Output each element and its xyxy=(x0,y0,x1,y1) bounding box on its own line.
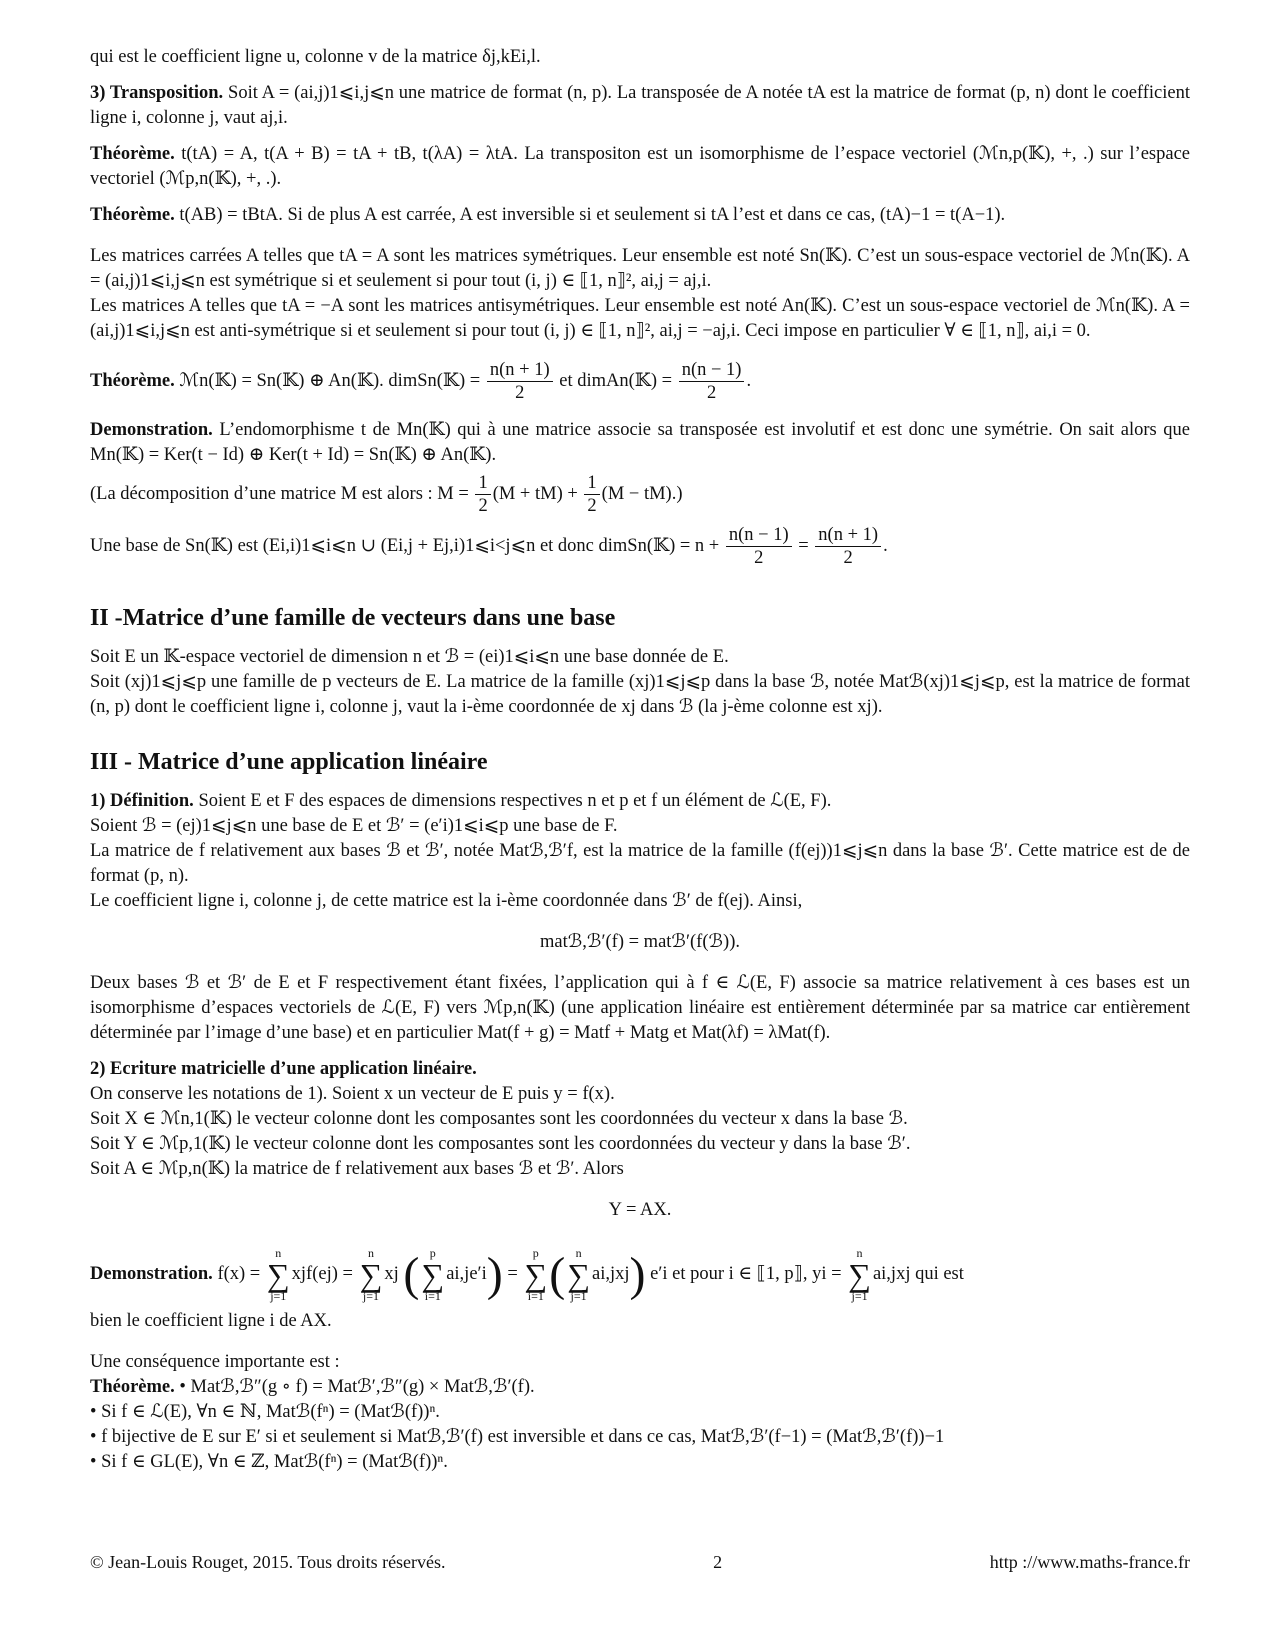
transposition-text: Soit A = (ai,j)1⩽i,j⩽n une matrice de format (n, p). La transposée de A notée tA est la matrice de format (p, n) dont le coefficient ligne i, colonne j, vaut aj,i. xyxy=(90,83,1190,128)
matrix-writing-heading: 2) Ecriture matricielle d’une application linéaire. xyxy=(90,1059,477,1079)
fraction-numerator: n(n + 1) xyxy=(815,524,881,547)
symmetric-paragraph: Les matrices carrées A telles que tA = A sont les matrices symétriques. Leur ensemble est noté Sn(𝕂). C’est un sous-espace vectoriel de ℳn(𝕂). A = (ai,j)1⩽i,j⩽n est symétrique si et seulement si pour tout (i, j) ∈ ⟦1, n⟧², ai,j = aj,i. xyxy=(90,246,1190,291)
decomposition-line xyxy=(90,468,1190,520)
demonstration-1-text: L’endomorphisme t de Mn(𝕂) qui à une matrice associe sa transposée est involutif et est donc une symétrie. On sait alors que Mn(𝕂) = Ker(t − Id) ⊕ Ker(t + Id) = Sn(𝕂) ⊕ An(𝕂). xyxy=(90,420,1190,465)
decomposition-text: (La décomposition d’une matrice M est alors : M = xyxy=(90,484,469,504)
antisymmetric-paragraph: Les matrices A telles que tA = −A sont les matrices antisymétriques. Leur ensemble est noté An(𝕂). C’est un sous-espace vectoriel de ℳn(𝕂). A = (ai,j)1⩽i,j⩽n est anti-symétrique si et seulement si pour tout (i, j) ∈ ⟦1, n⟧², ai,j = −aj,i. Ceci impose en particulier ∀ ∈ ⟦1, n⟧, ai,i = 0. xyxy=(90,296,1190,341)
fraction-denominator: 2 xyxy=(587,496,597,517)
isomorphism-paragraph: Deux bases ℬ et ℬ′ de E et F respectivement étant fixées, l’application qui à f ∈ ℒ(E, F) associe sa matrice relativement à ces bases est un isomorphisme d’espaces vectoriels de ℒ(E, F) vers ℳp,n(𝕂) (une application linéaire est entièrement déterminée par sa matrice car entièrement déterminée par l’image d’une base) et en particulier Mat(f + g) = Matf + Matg et Mat(λf) = λMat(f). xyxy=(90,973,1190,1043)
family-paragraph-1: Soit E un 𝕂-espace vectoriel de dimension n et ℬ = (ei)1⩽i⩽n une base donnée de E. xyxy=(90,647,729,667)
demonstration-label: Demonstration. xyxy=(90,1264,213,1284)
punctuation: . xyxy=(746,371,752,391)
fraction-numerator: 1 xyxy=(584,472,599,495)
matrix-writing-line-1: On conserve les notations de 1). Soient x un vecteur de E puis y = f(x). xyxy=(90,1084,615,1104)
definition-paragraph xyxy=(90,789,1190,814)
fraction xyxy=(726,524,792,569)
matrix-writing-line-3: Soit Y ∈ ℳp,1(𝕂) le vecteur colonne dont les composantes sont les coordonnées du vecteur y dans la base ℬ′. xyxy=(90,1134,911,1154)
definition-line-3: La matrice de f relativement aux bases ℬ et ℬ′, notée Matℬ,ℬ′f, est la matrice de la famille (f(ej))1⩽j⩽n dans la base ℬ′. Cette matrice est de de format (p, n). xyxy=(90,841,1190,886)
definition-line-4: Le coefficient ligne i, colonne j, de cette matrice est la i-ème coordonnée dans ℬ′ de f(ej). Ainsi, xyxy=(90,891,803,911)
decomposition-text: (M − tM).) xyxy=(601,484,683,504)
matrix-writing-line-4: Soit A ∈ ℳp,n(𝕂) la matrice de f relativement aux bases ℬ et ℬ′. Alors xyxy=(90,1159,624,1179)
fraction-numerator: n(n + 1) xyxy=(487,359,553,382)
family-paragraph-2: Soit (xj)1⩽j⩽p une famille de p vecteurs de E. La matrice de la famille (xj)1⩽j⩽p dans la base ℬ, notée Matℬ(xj)1⩽j⩽p, est la matrice de format (n, p) dont le coefficient ligne i, colonne j, vaut la i-ème coordonnée de xj dans ℬ (la j-ème colonne est xj). xyxy=(90,672,1190,717)
fraction xyxy=(584,472,599,517)
demonstration-2-end: bien le coefficient ligne i de AX. xyxy=(90,1311,332,1331)
equation-mat: matℬ,ℬ′(f) = matℬ′(f(ℬ)). xyxy=(540,932,740,952)
base-line xyxy=(90,520,1190,572)
sum-symbol: n ∑ j=1 xyxy=(848,1245,871,1303)
definition-text: Soient E et F des espaces de dimensions respectives n et p et f un élément de ℒ(E, F). xyxy=(193,791,832,811)
theorem-label: Théorème. xyxy=(90,144,175,164)
demo-text: xj xyxy=(384,1264,399,1284)
left-paren: ( xyxy=(549,1247,566,1301)
fraction-denominator: 2 xyxy=(478,496,488,517)
fraction-denominator: 2 xyxy=(706,383,717,404)
page-footer xyxy=(90,1552,1190,1573)
theorem-2 xyxy=(90,203,1190,228)
definition-line-2: Soient ℬ = (ej)1⩽j⩽n une base de E et ℬ′ = (e′i)1⩽i⩽p une base de F. xyxy=(90,816,618,836)
theorem-3-text: et dimAn(𝕂) = xyxy=(559,371,673,391)
theorem-4-bullet-4: • Si f ∈ GL(E), ∀n ∈ ℤ, Matℬ(fⁿ) = (Matℬ(f))ⁿ. xyxy=(90,1452,448,1472)
demo-text: f(x) = xyxy=(217,1264,261,1284)
decomposition-text: (M + tM) + xyxy=(492,484,578,504)
copyright: © Jean-Louis Rouget, 2015. Tous droits réservés. xyxy=(90,1552,446,1572)
theorem-4-bullet-1: • Matℬ,ℬ″(g ∘ f) = Matℬ′,ℬ″(g) × Matℬ,ℬ′(f). xyxy=(174,1377,535,1397)
theorem-label: Théorème. xyxy=(90,371,175,391)
theorem-4-bullet-3: • f bijective de E sur E′ si et seulement si Matℬ,ℬ′(f) est inversible et dans ce cas, Matℬ,ℬ′(f−1) = (Matℬ,ℬ′(f))−1 xyxy=(90,1427,945,1447)
transposition-heading: 3) Transposition. xyxy=(90,83,224,103)
theorem-label: Théorème. xyxy=(90,1377,175,1397)
base-text: Une base de Sn(𝕂) est (Ei,i)1⩽i⩽n ∪ (Ei,j + Ej,i)1⩽i<j⩽n et donc dimSn(𝕂) = n + xyxy=(90,536,720,556)
section-heading-ii: II -Matrice d’une famille de vecteurs dans une base xyxy=(90,605,616,631)
equals-sign: = xyxy=(507,1264,518,1284)
theorem-1-text: t(tA) = A, t(A + B) = tA + tB, t(λA) = λtA. La transpositon est un isomorphisme de l’espace vectoriel (ℳn,p(𝕂), +, .) sur l’espace vectoriel (ℳp,n(𝕂), +, .). xyxy=(90,144,1190,189)
website-url[interactable]: http ://www.maths-france.fr xyxy=(989,1552,1190,1572)
demo-text: e′i et pour i ∈ ⟦1, p⟧, yi = xyxy=(650,1264,842,1284)
matrix-writing-line-2: Soit X ∈ ℳn,1(𝕂) le vecteur colonne dont les composantes sont les coordonnées du vecteur x dans la base ℬ. xyxy=(90,1109,908,1129)
fraction-denominator: 2 xyxy=(843,548,853,569)
demo-text: ai,je′i xyxy=(446,1264,487,1284)
right-paren: ) xyxy=(629,1247,646,1301)
matrix-writing-heading-line xyxy=(90,1057,1190,1082)
theorem-4 xyxy=(90,1375,1190,1400)
sum-symbol: n ∑ j=1 xyxy=(567,1245,590,1303)
demonstration-1 xyxy=(90,418,1190,468)
definition-heading: 1) Définition. xyxy=(90,791,194,811)
fraction-numerator: 1 xyxy=(475,472,490,495)
theorem-3-text: ℳn(𝕂) = Sn(𝕂) ⊕ An(𝕂). dimSn(𝕂) = xyxy=(174,371,481,391)
theorem-1 xyxy=(90,142,1190,192)
page-number: 2 xyxy=(713,1552,723,1572)
equals-sign: = xyxy=(798,536,809,556)
fraction xyxy=(475,472,490,517)
left-paren: ( xyxy=(403,1247,420,1301)
demo-text: xjf(ej) = xyxy=(291,1264,353,1284)
consequence-line: Une conséquence importante est : xyxy=(90,1352,340,1372)
sum-symbol: n ∑ j=1 xyxy=(359,1245,383,1303)
demo-text: ai,jxj xyxy=(592,1264,630,1284)
sum-symbol: n ∑ j=1 xyxy=(266,1245,290,1303)
right-paren: ) xyxy=(486,1247,503,1301)
sum-symbol: p ∑ i=1 xyxy=(421,1245,445,1303)
fraction xyxy=(815,524,881,569)
fraction xyxy=(487,359,553,404)
fraction-denominator: 2 xyxy=(515,383,525,404)
section-heading-iii: III - Matrice d’une application linéaire xyxy=(90,749,488,775)
equation-y-ax: Y = AX. xyxy=(608,1200,672,1220)
demonstration-2 xyxy=(90,1239,1190,1309)
fraction xyxy=(679,359,745,404)
demo-text: ai,jxj qui est xyxy=(872,1264,964,1284)
fraction-numerator: n(n − 1) xyxy=(679,359,745,382)
theorem-4-bullet-2: • Si f ∈ ℒ(E), ∀n ∈ ℕ, Matℬ(fⁿ) = (Matℬ(f))ⁿ. xyxy=(90,1402,440,1422)
sum-symbol: p ∑ i=1 xyxy=(524,1245,548,1303)
punctuation: . xyxy=(883,536,888,556)
page-content xyxy=(90,45,1190,1475)
transposition-paragraph xyxy=(90,81,1190,131)
theorem-3 xyxy=(90,355,1190,407)
line-continuation: qui est le coefficient ligne u, colonne v de la matrice δj,kEi,l. xyxy=(90,47,541,67)
theorem-2-text: t(AB) = tBtA. Si de plus A est carrée, A est inversible si et seulement si tA l’est et dans ce cas, (tA)−1 = t(A−1). xyxy=(174,205,1006,225)
fraction-denominator: 2 xyxy=(754,548,764,569)
theorem-label: Théorème. xyxy=(90,205,175,225)
fraction-numerator: n(n − 1) xyxy=(726,524,792,547)
demonstration-label: Demonstration. xyxy=(90,420,213,440)
